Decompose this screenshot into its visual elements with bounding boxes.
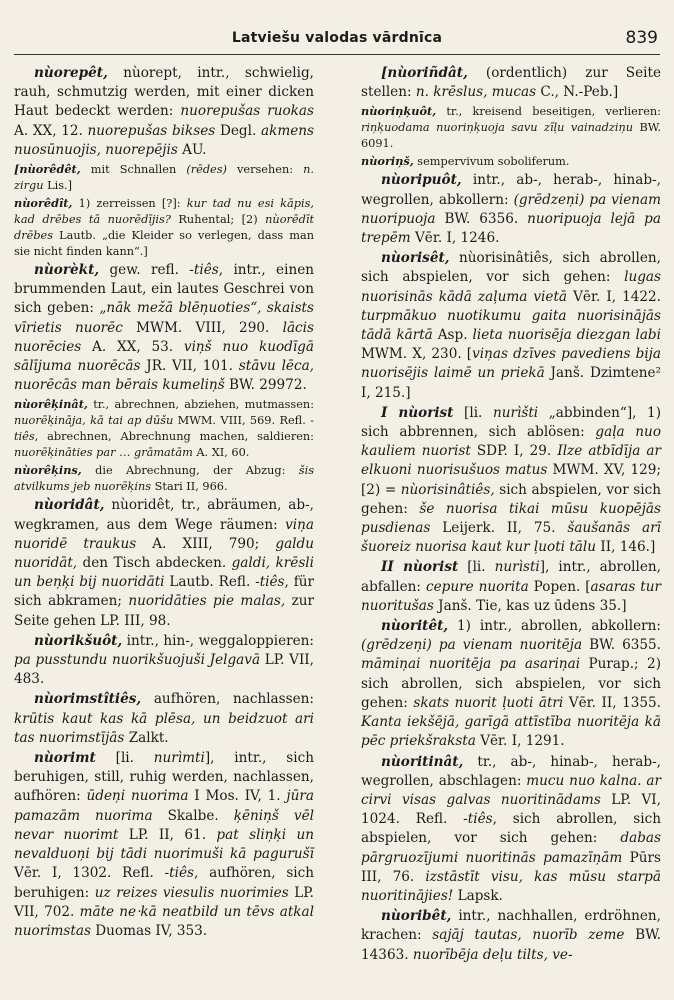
dictionary-entry — [361, 617, 661, 751]
entry-headword: nùorêdît, — [14, 196, 73, 211]
entry-headword: nùoripuôt, — [381, 172, 462, 189]
dictionary-entry — [14, 195, 314, 260]
entry-definition: gew. refl. -tiês, intr., einen brummenden Laut, ein lautes Geschrei von sich geben: „nāk mežā blēņuoties“, skaists vīrietis nuorēc MWM. VIII, 290. lācis nuorēcies A. XX, 53. viņš nuo kuodīgā sālījuma nuorēcās JR. VII, 101. stāvu lēca, nuorēcās man bērais kumeliņš BW. 29972. — [14, 262, 315, 394]
entry-headword: nùoridât, — [34, 497, 105, 514]
entry-headword: nùorêķins, — [14, 463, 82, 478]
entry-definition: nùoridêt, tr., abräumen, ab-, wegkramen, aus dem Wege räumen: viņa nuoridē traukus A. XIII, 790; galdu nuoridāt, den Tisch abdecken. galdi, krēsli un beņķi bij nuoridāti Lautb. Refl. -tiês, für sich abkramen; nuoridāties pie malas, zur Seite gehen LP. III, 98. — [14, 497, 314, 629]
dictionary-entry — [14, 749, 314, 941]
dictionary-entry — [14, 396, 314, 461]
entry-headword: nùorimt — [34, 750, 96, 767]
entry-headword: nùorêķinât, — [14, 397, 88, 412]
entry-headword: nùoribêt, — [381, 908, 452, 925]
entry-definition: intr., hin-, weggaloppieren: pa pusstundu nuorikšuojuši Jelgavā LP. VII, 483. — [14, 632, 315, 688]
entry-headword: [nùorêdêt, — [14, 162, 81, 177]
left-column — [14, 64, 314, 942]
dictionary-entry — [361, 404, 661, 558]
entry-definition: tr., ab-, hinab-, herab-, wegrollen, abschlagen: mucu nuo kalna. ar cirvi visas galvas nuoritinādams LP. VI, 1024. Refl. -tiês, sich abrollen, sich abspielen, vor sich gehen: dabas pārgruozījumi nuoritinās pamazīņām Pūrs III, 76. izstāstīt visu, kas mūsu starpā nuoritinājies! Lapsk. — [361, 753, 661, 904]
dictionary-entry — [361, 249, 661, 403]
entry-definition: die Abrechnung, der Abzug: šis atvilkums jeb nuorēķins Stari II, 966. — [14, 464, 314, 494]
dictionary-entry — [14, 462, 314, 495]
page-number: 839 — [625, 28, 658, 48]
dictionary-entry — [361, 64, 661, 102]
entry-definition: nùorisinâtiês, sich abrollen, sich abspielen, vor sich gehen: lugas nuorisinās kādā zaļuma vietā Vēr. I, 1422. turpmākuo nuotikumu gaita nuorisinājās tādā kārtā Asp. lieta nuorisēja diezgan labi MWM. X, 230. [viņas dzīves pavediens bija nuorisējis laimē un priekā Janš. Dzimtene² I, 215.] — [361, 250, 661, 401]
dictionary-entry — [14, 161, 314, 194]
entry-definition: 1) intr., abrollen, abkollern: (grēdzeņi) pa vienam nuoritēja BW. 6355. māmiņai nuoritēja pa asariņai Purap.; 2) sich abrollen, sich abspielen, vor sich gehen: skats nuorit ļuoti ātri Vēr. II, 1355. Kanta iekšējā, garīgā attīstība nuoritēja kā pēc priekšraksta Vēr. I, 1291. — [361, 618, 661, 750]
entry-definition: tr., kreisend beseitigen, verlieren: riņķuodama nuoriņķuoja savu zīļu vainadziņu BW. 6091. — [361, 105, 661, 151]
dictionary-entry — [361, 103, 661, 152]
dictionary-entry — [14, 632, 314, 690]
entry-headword: nùorikšuôt, — [34, 632, 123, 649]
entry-headword: [nùoriñdât, — [381, 65, 468, 81]
entry-headword: II nùorist — [381, 559, 459, 576]
running-header — [14, 22, 660, 55]
entry-definition: intr., nachhallen, erdröhnen, krachen: sajāj tautas, nuorīb zeme BW. 14363. nuorībēja deļu tilts, ve- — [361, 908, 661, 963]
dictionary-entry — [14, 261, 314, 395]
entry-headword: nùoritêt, — [381, 618, 449, 635]
entry-headword: nùorèkt, — [34, 262, 100, 279]
dictionary-entry — [14, 64, 314, 160]
running-title: Latviešu valodas vārdnīca — [231, 30, 443, 46]
entry-headword: nùoriņķuôt, — [361, 104, 437, 119]
entry-headword: nùoriņš, — [361, 154, 414, 169]
dictionary-entry — [361, 171, 661, 248]
entry-definition: sempervivum soboliferum. — [413, 155, 570, 169]
dictionary-entry — [14, 690, 314, 748]
right-column — [361, 64, 661, 966]
entry-definition: (ordentlich) zur Seite stellen: n. krēslus, mucas C., N.-Peb.] — [361, 65, 661, 101]
dictionary-entry — [361, 753, 661, 907]
entry-definition: [li. nurìšti „abbinden“], 1) sich abbrennen, sich ablösen: gaļa nuo kauliem nuorist SDP. I, 29. Ilze atbīdīja ar elkuoni nuorisušuos matus MWM. XV, 129; [2) = nùorisinâtiês, sich abspielen, vor sich gehen: še nuorisa tikai mūsu kuopējās pusdienas Leijerk. II, 75. šaušanās arī šuoreiz nuorisa kaut kur ļuoti tālu II, 146.] — [361, 404, 662, 556]
dictionary-entry — [14, 496, 314, 630]
entry-definition: aufhören, nachlassen: krūtis kaut kas kā plēsa, un beidzuot ari tas nuorimstījās Zalkt. — [14, 691, 314, 746]
dictionary-entry — [361, 558, 661, 616]
entry-definition: mit Schnallen (rēdes) versehen: n. zirgu Lis.] — [14, 163, 314, 193]
entry-definition: intr., ab-, herab-, hinab-, wegrollen, abkollern: (grēdzeņi) pa vienam nuoripuoja BW. 6356. nuoripuoja lejā pa trepēm Vēr. I, 1246. — [361, 172, 661, 247]
entry-headword: I nùorist — [381, 404, 454, 421]
dictionary-entry — [361, 907, 661, 965]
entry-headword: nùorepêt, — [34, 65, 108, 81]
dictionary-entry — [361, 153, 661, 170]
entry-headword: nùoritinât, — [381, 753, 464, 770]
entry-headword: nùorisêt, — [381, 250, 450, 267]
entry-definition: [li. nurìmti], intr., sich beruhigen, still, ruhig werden, nachlassen, aufhören: ūdeņi nuorima I Mos. IV, 1. jūra pamazām nuorima Skalbe. ķēniņš vēl nevar nuorimt LP. II, 61. pat sliņķi un nevalduoņi bij tādi nuorimuši kā pagurušī Vēr. I, 1302. Refl. -tiês, aufhören, sich beruhigen: uz reizes viesulis nuorimies LP. VII, 702. māte ne‧kā neatbild un tēvs atkal nuorimstas Duomas IV, 353. — [14, 750, 315, 939]
entry-definition: [li. nurìsti], intr., abrollen, abfallen: cepure nuorita Popen. [asaras tur nuoritušas Janš. Tie, kas uz ūdens 35.] — [361, 559, 661, 614]
entry-headword: nùorimstîtiês, — [34, 691, 142, 708]
entry-definition: nùorept, intr., schwielig, rauh, schmutzig werden, mit einer dicken Haut bedeckt werden: nuorepušas ruokas A. XX, 12. nuorepušas bikses Degl. akmens nuosūnuojis, nuorepējis AU. — [14, 65, 314, 158]
entry-definition: tr., abrechnen, abziehen, mutmassen: nuorēķināja, kā tai ap dūšu MWM. VIII, 569. Refl. -tiês, abrechnen, Abrechnung machen, saldieren: nuorēķināties par … grāmatām A. XI, 60. — [14, 398, 314, 460]
entry-definition: 1) zerreissen [?]: kur tad nu esi kāpis, kad drēbes tā nuorēdījis? Ruhental; [2) nùorēdīt drēbes Lautb. „die Kleider so verlegen, dass man sie nicht finden kann“.] — [14, 197, 314, 259]
